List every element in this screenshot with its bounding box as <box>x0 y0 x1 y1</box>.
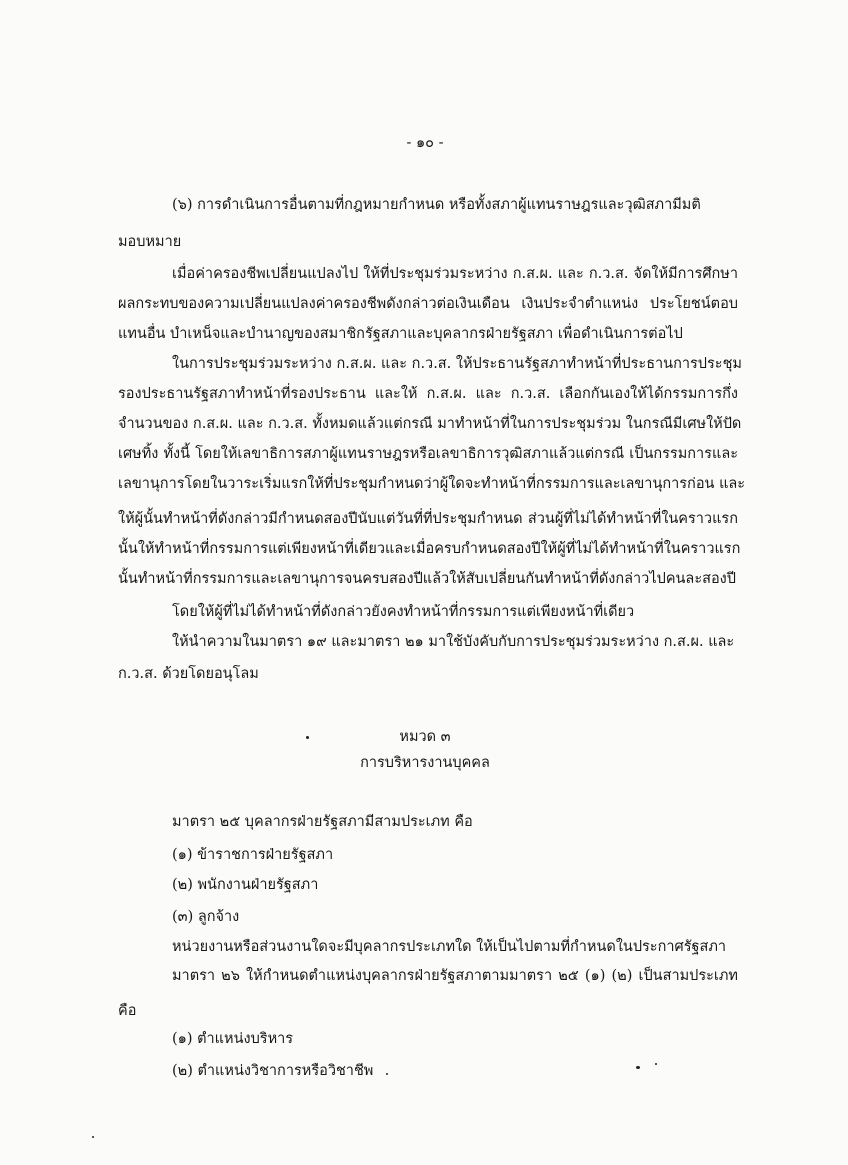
section-26-item-2: (๒) ตำแหน่งวิชาการหรือวิชาชีพ <box>172 1063 374 1079</box>
section-25-item-2: (๒) พนักงานฝ่ายรัฐสภา <box>172 877 319 893</box>
paragraph-2-line-2: ผลกระทบของความเปลี่ยนแปลงค่าครองชีพดังกล่าวต่อเงินเดือน เงินประจำตำแหน่ง ประโยชน์ตอบ <box>118 296 738 312</box>
section-25-intro: มาตรา ๒๕ บุคลากรฝ่ายรัฐสภามีสามประเภท คือ <box>172 814 473 830</box>
paragraph-3-line-9: โดยให้ผู้ที่ไม่ได้ทำหน้าที่ดังกล่าวยังคงทำหน้าที่กรรมการแต่เพียงหน้าที่เดียว <box>172 604 635 620</box>
paragraph-2-line-1: เมื่อค่าครองชีพเปลี่ยนแปลงไป ให้ที่ประชุมร่วมระหว่าง ก.ส.ผ. และ ก.ว.ส. จัดให้มีการศึกษา <box>172 266 738 282</box>
chapter-title: การบริหารงานบุคคล <box>360 755 490 771</box>
paragraph-2-line-3: แทนอื่น บำเหน็จและบำนาญของสมาชิกรัฐสภาและบุคลากรฝ่ายรัฐสภา เพื่อดำเนินการต่อไป <box>118 326 683 342</box>
scan-speck <box>636 1066 640 1069</box>
paragraph-4-line-1: ให้นำความในมาตรา ๑๙ และมาตรา ๒๑ มาใช้บังคับกับการประชุมร่วมระหว่าง ก.ส.ผ. และ <box>172 634 735 650</box>
paragraph-3-line-7: นั้นให้ทำหน้าที่กรรมการแต่เพียงหน้าที่เดียวและเมื่อครบกำหนดสองปีให้ผู้ที่ไม่ได้ทำหน้าที่ในคราวแรก <box>118 541 741 557</box>
section-25-item-3: (๓) ลูกจ้าง <box>172 909 240 925</box>
scan-speck <box>655 1063 657 1065</box>
page-number: - ๑๐ - <box>406 135 444 151</box>
paragraph-3-line-6: ให้ผู้นั้นทำหน้าที่ดังกล่าวมีกำหนดสองปีนับแต่วันที่ที่ประชุมกำหนด ส่วนผู้ที่ไม่ได้ทำหน้าที่ในคราวแรก <box>118 511 738 527</box>
scan-speck <box>92 1136 94 1138</box>
section-26-item-1: (๑) ตำแหน่งบริหาร <box>172 1031 294 1047</box>
paragraph-3-line-5: เลขานุการโดยในวาระเริ่มแรกให้ที่ประชุมกำหนดว่าผู้ใดจะทำหน้าที่กรรมการและเลขานุการก่อน และ <box>118 476 746 492</box>
paragraph-4-line-2: ก.ว.ส. ด้วยโดยอนุโลม <box>118 666 259 682</box>
paragraph-1-line-1: (๖) การดำเนินการอื่นตามที่กฎหมายกำหนด หรือทั้งสภาผู้แทนราษฎรและวุฒิสภามีมติ <box>172 197 701 213</box>
paragraph-3-line-8: นั้นทำหน้าที่กรรมการและเลขานุการจนครบสองปีแล้วให้สับเปลี่ยนกันทำหน้าที่ดังกล่าวไปคนละสองปี <box>118 571 736 587</box>
paragraph-3-line-2: รองประธานรัฐสภาทำหน้าที่รองประธาน และให้ ก.ส.ผ. และ ก.ว.ส. เลือกกันเองให้ได้กรรมการกึ่ง <box>118 386 738 402</box>
chapter-number: หมวด ๓ <box>399 729 451 745</box>
section-25-tail: หน่วยงานหรือส่วนงานใดจะมีบุคลากรประเภทใด ให้เป็นไปตามที่กำหนดในประกาศรัฐสภา <box>172 939 727 955</box>
paragraph-3-line-3: จำนวนของ ก.ส.ผ. และ ก.ว.ส. ทั้งหมดแล้วแต่กรณี มาทำหน้าที่ในการประชุมร่วม ในกรณีมีเศษให้ปัด <box>118 416 742 432</box>
paragraph-3-line-1: ในการประชุมร่วมระหว่าง ก.ส.ผ. และ ก.ว.ส. ให้ประธานรัฐสภาทำหน้าที่ประธานการประชุม <box>172 356 742 372</box>
paragraph-3-line-4: เศษทิ้ง ทั้งนี้ โดยให้เลขาธิการสภาผู้แทนราษฎรหรือเลขาธิการวุฒิสภาแล้วแต่กรณี เป็นกรรมการและ <box>118 446 738 462</box>
scan-speck <box>306 736 309 739</box>
section-26-line-1: มาตรา ๒๖ ให้กำหนดตำแหน่งบุคลากรฝ่ายรัฐสภาตามมาตรา ๒๕ (๑) (๒) เป็นสามประเภท <box>172 968 738 984</box>
paragraph-1-line-2: มอบหมาย <box>118 234 182 250</box>
section-26-line-2: คือ <box>118 1003 137 1019</box>
section-25-item-1: (๑) ข้าราชการฝ่ายรัฐสภา <box>172 847 334 863</box>
scan-speck <box>386 1073 388 1075</box>
